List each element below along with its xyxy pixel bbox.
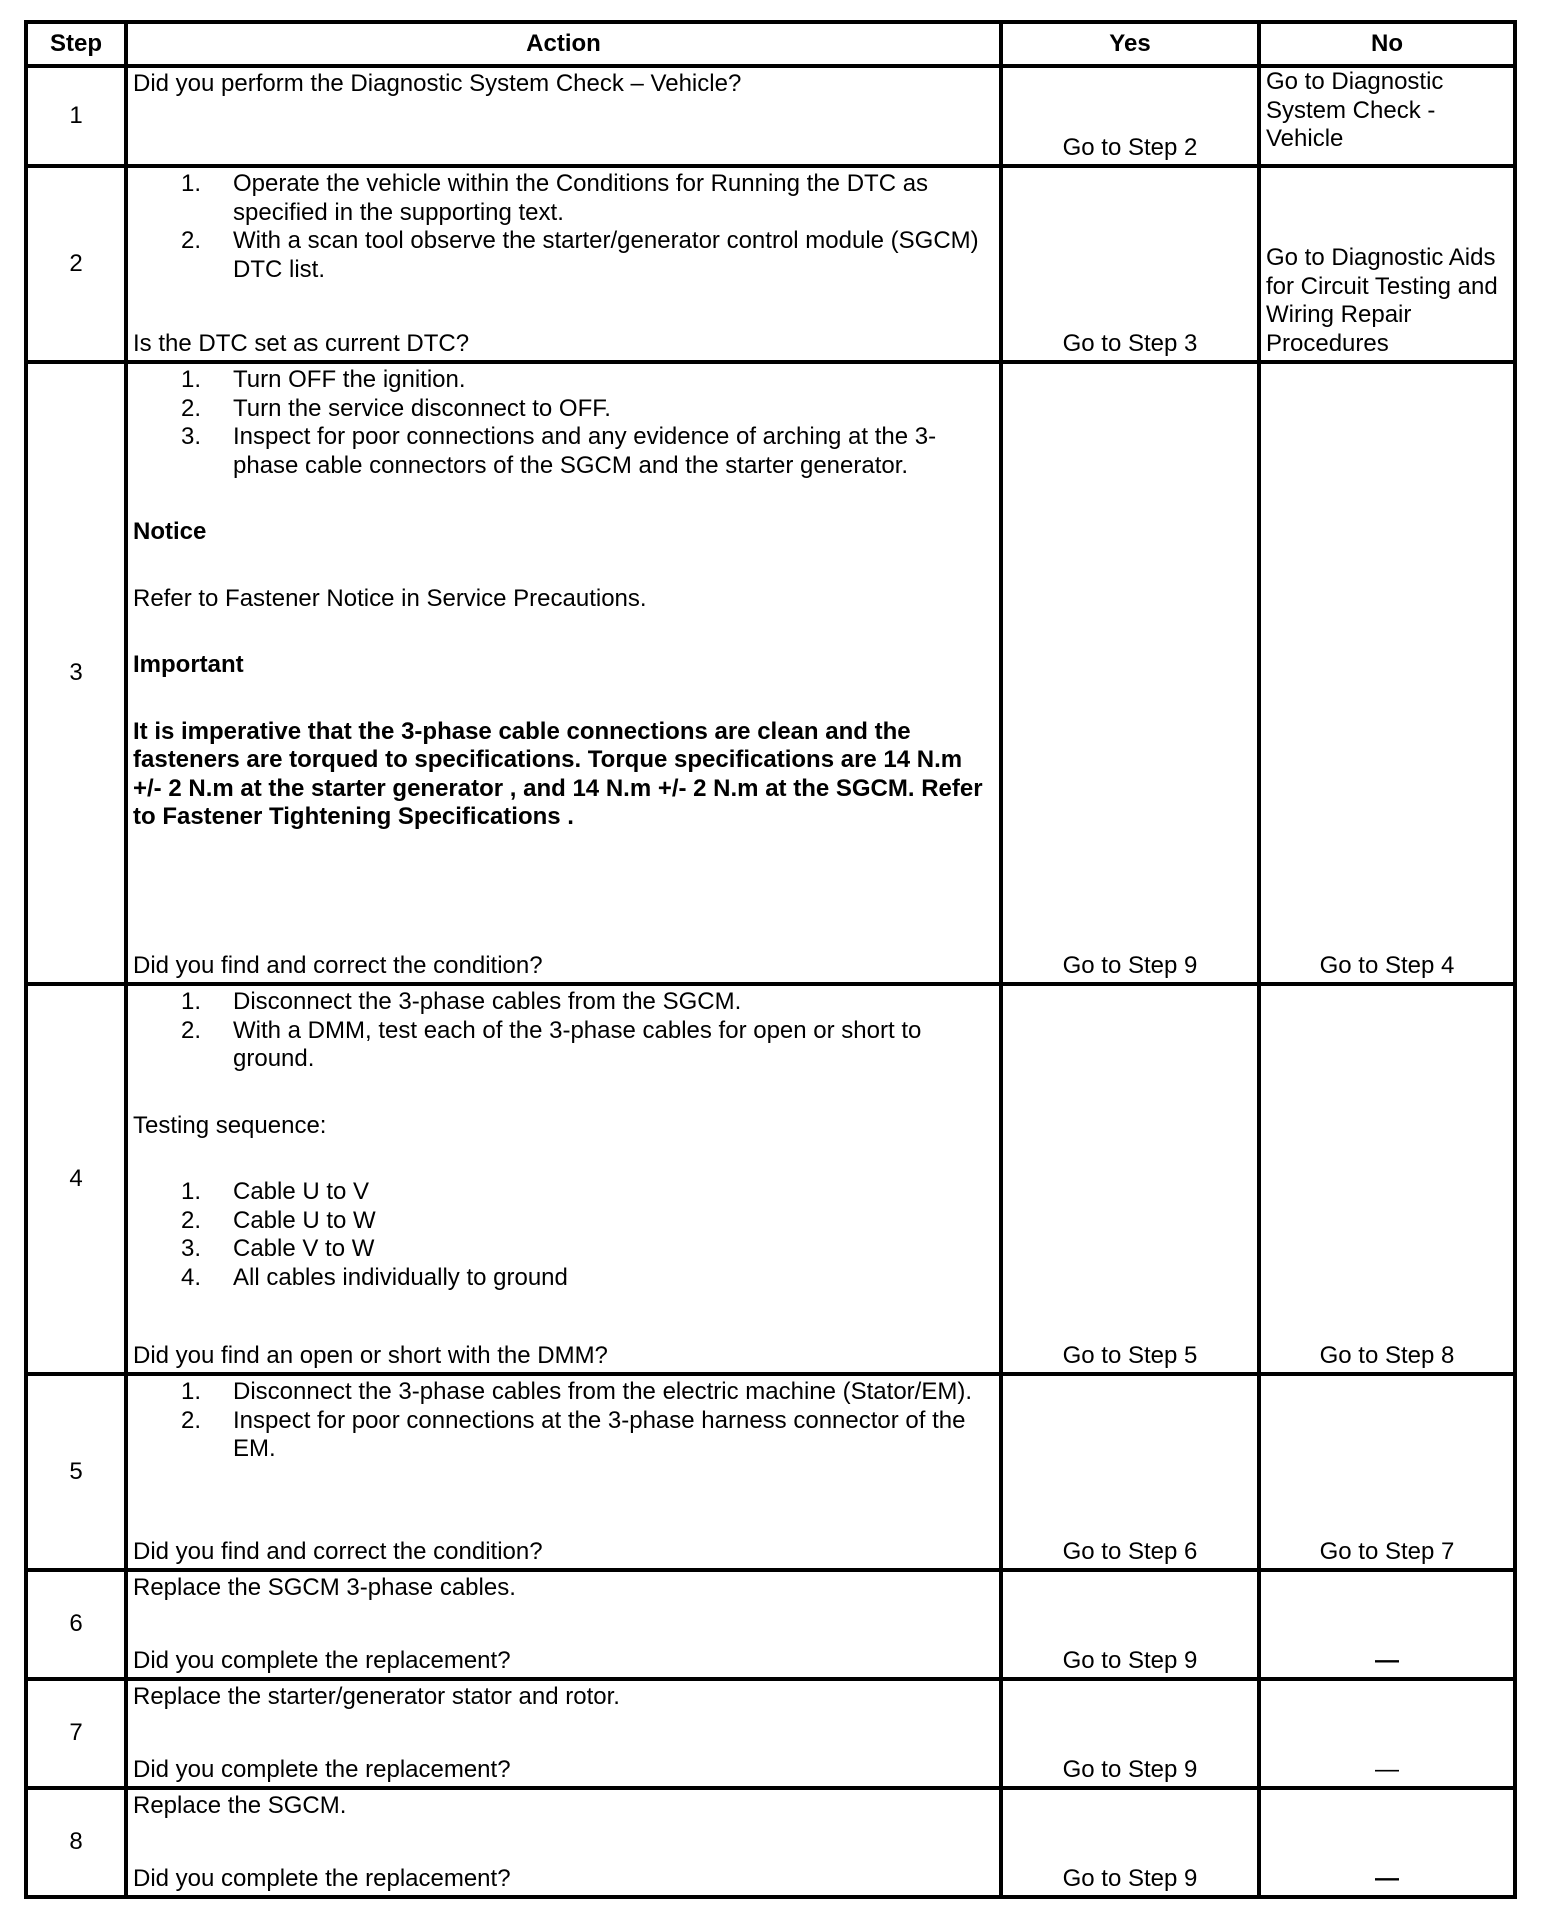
action-question: Is the DTC set as current DTC? xyxy=(133,329,470,357)
yes-cell: Go to Step 9 xyxy=(1001,1679,1259,1788)
step-number: 3 xyxy=(26,362,126,984)
yes-cell: Go to Step 9 xyxy=(1001,1570,1259,1679)
step-number: 6 xyxy=(26,1570,126,1679)
action-list xyxy=(133,366,994,480)
step-number: 8 xyxy=(26,1788,126,1897)
no-cell: Go to Step 7 xyxy=(1259,1374,1515,1570)
list-item: 3. Cable V to W xyxy=(180,1235,375,1262)
table-row xyxy=(26,166,1515,362)
action-list xyxy=(133,1378,994,1464)
step-number: 2 xyxy=(26,166,126,362)
action-cell xyxy=(126,1570,1001,1679)
action-question: Did you perform the Diagnostic System Check – Vehicle? xyxy=(133,70,742,97)
header-action: Action xyxy=(126,22,1001,66)
list-item: 2. Cable U to W xyxy=(180,1206,376,1234)
action-cell xyxy=(126,1679,1001,1788)
action-list xyxy=(133,988,994,1074)
table-row xyxy=(26,1679,1515,1788)
table-row xyxy=(26,66,1515,166)
important-title: Important xyxy=(133,651,244,678)
header-no: No xyxy=(1259,22,1515,66)
list-item: 2. Inspect for poor connections at the 3-phase harness connector of the EM. xyxy=(180,1406,966,1462)
header-row xyxy=(26,22,1515,66)
step-number: 1 xyxy=(26,66,126,166)
step-number: 4 xyxy=(26,984,126,1374)
list-item: 2. Turn the service disconnect to OFF. xyxy=(180,394,611,422)
action-text: Replace the starter/generator stator and rotor. xyxy=(133,1683,620,1710)
table-row xyxy=(26,1788,1515,1897)
notice-text: Refer to Fastener Notice in Service Precautions. xyxy=(133,584,647,612)
yes-cell: Go to Step 9 xyxy=(1001,362,1259,984)
header-yes: Yes xyxy=(1001,22,1259,66)
action-question: Did you complete the replacement? xyxy=(133,1755,511,1783)
yes-cell: Go to Step 5 xyxy=(1001,984,1259,1374)
step-number: 5 xyxy=(26,1374,126,1570)
list-item: 1. Turn OFF the ignition. xyxy=(180,366,466,393)
action-cell xyxy=(126,66,1001,166)
table-row xyxy=(26,362,1515,984)
header-step: Step xyxy=(26,22,126,66)
sequence-label: Testing sequence: xyxy=(133,1111,327,1139)
action-cell xyxy=(126,1374,1001,1570)
table-row xyxy=(26,1570,1515,1679)
no-cell: — xyxy=(1259,1788,1515,1897)
list-item: 2. With a scan tool observe the starter/generator control module (SGCM) DTC list. xyxy=(180,227,979,283)
no-cell: Go to Diagnostic Aids for Circuit Testing and Wiring Repair Procedures xyxy=(1259,166,1515,362)
list-item: 2. With a DMM, test each of the 3-phase cables for open or short to ground. xyxy=(180,1016,922,1072)
action-cell xyxy=(126,984,1001,1374)
no-cell: Go to Step 4 xyxy=(1259,362,1515,984)
action-question: Did you find an open or short with the DMM? xyxy=(133,1341,608,1369)
action-question: Did you find and correct the condition? xyxy=(133,951,543,979)
important-text: It is imperative that the 3-phase cable connections are clean and the fasteners are torqued to specifications. Torque specifications are 14 N.m +/- 2 N.m at the starter generator , and 14 N.m +/- 2 N.m at the SGCM. Refer to Fastener Tightening Specifications . xyxy=(133,717,983,830)
action-cell xyxy=(126,1788,1001,1897)
table-row xyxy=(26,984,1515,1374)
list-item: 1. Cable U to V xyxy=(180,1178,370,1205)
action-question: Did you complete the replacement? xyxy=(133,1646,511,1674)
action-text: Replace the SGCM 3-phase cables. xyxy=(133,1574,516,1601)
no-cell: — xyxy=(1259,1679,1515,1788)
yes-cell: Go to Step 2 xyxy=(1001,66,1259,166)
no-cell: — xyxy=(1259,1570,1515,1679)
notice-title: Notice xyxy=(133,518,207,545)
list-item: 1. Disconnect the 3-phase cables from the electric machine (Stator/EM). xyxy=(180,1378,972,1405)
action-question: Did you find and correct the condition? xyxy=(133,1537,543,1565)
yes-cell: Go to Step 6 xyxy=(1001,1374,1259,1570)
table-row xyxy=(26,1374,1515,1570)
yes-cell: Go to Step 9 xyxy=(1001,1788,1259,1897)
list-item: 1. Operate the vehicle within the Conditions for Running the DTC as specified in the supporting text. xyxy=(180,170,929,226)
action-list xyxy=(133,170,994,284)
list-item: 3. Inspect for poor connections and any evidence of arching at the 3-phase cable connectors of the SGCM and the starter generator. xyxy=(180,423,937,479)
action-cell xyxy=(126,166,1001,362)
no-cell: Go to Step 8 xyxy=(1259,984,1515,1374)
list-item: 1. Disconnect the 3-phase cables from the SGCM. xyxy=(180,988,742,1015)
action-cell xyxy=(126,362,1001,984)
step-number: 7 xyxy=(26,1679,126,1788)
yes-cell: Go to Step 3 xyxy=(1001,166,1259,362)
diagnostic-table xyxy=(24,20,1517,1899)
no-cell: Go to Diagnostic System Check - Vehicle xyxy=(1259,66,1515,166)
action-question: Did you complete the replacement? xyxy=(133,1864,511,1892)
action-text: Replace the SGCM. xyxy=(133,1792,347,1819)
sequence-list xyxy=(133,1178,994,1292)
list-item: 4. All cables individually to ground xyxy=(180,1263,568,1291)
